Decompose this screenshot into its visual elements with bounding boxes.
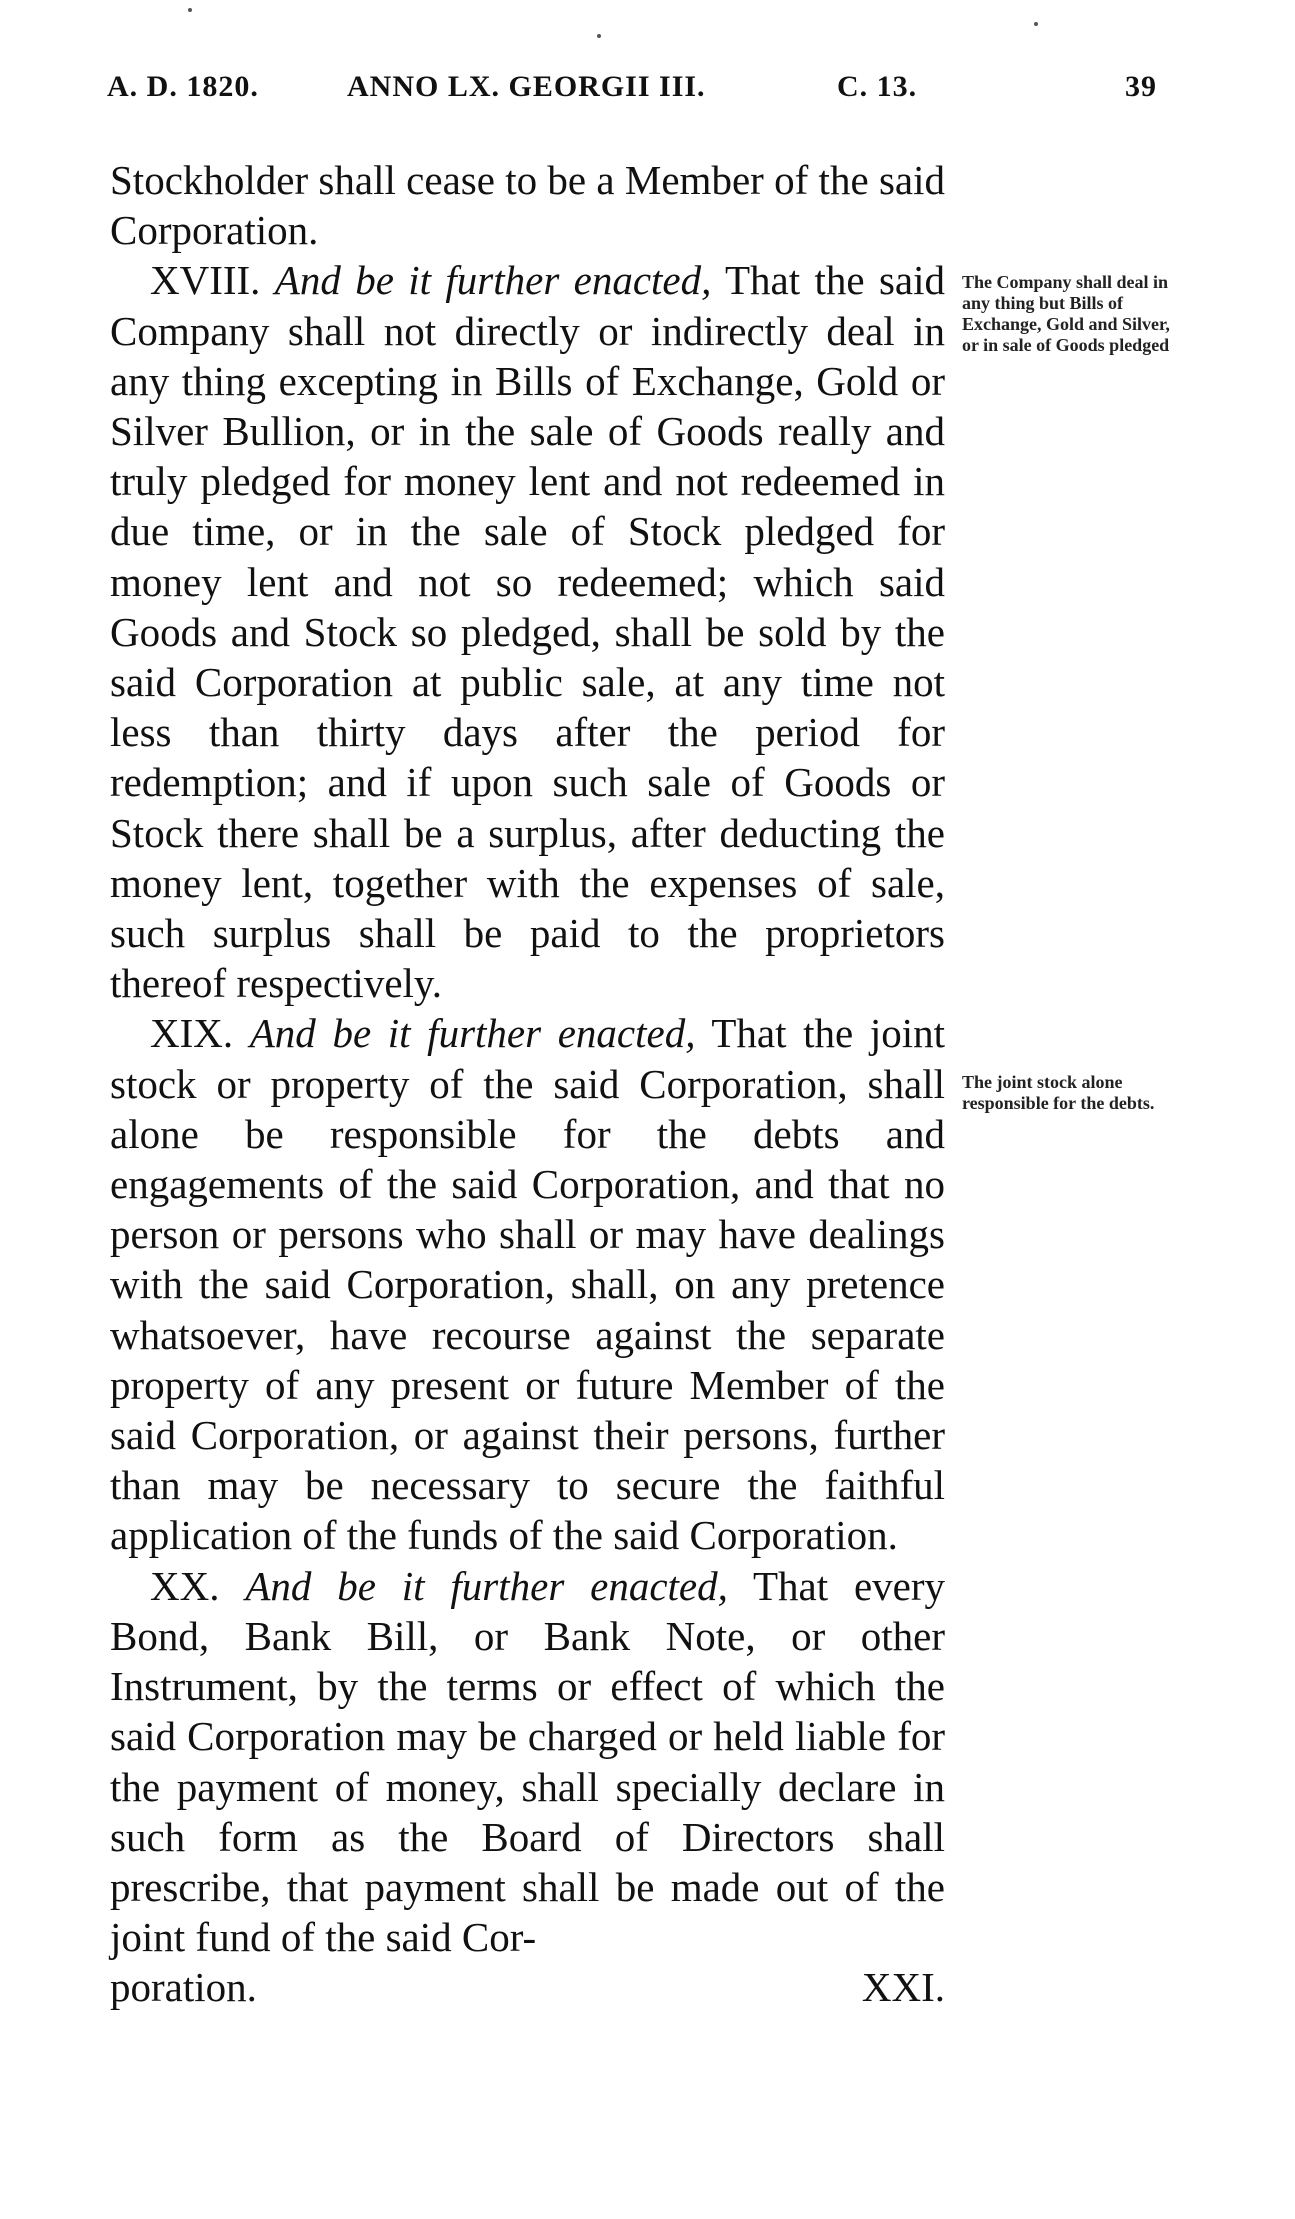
enacting-clause: And be it further enacted, <box>249 1010 696 1057</box>
margin-note: The Company shall deal in any thing but Bills of Exchange, Gold and Silver, or in sale of Goods pledged <box>962 272 1170 355</box>
margin-note: The joint stock alone responsible for the debts. <box>962 1072 1155 1113</box>
section-20 <box>110 1561 945 1963</box>
catchword: XXI. <box>861 1964 945 2011</box>
enacting-clause: And be it further enacted, <box>274 257 712 304</box>
section-number: XX. <box>150 1562 220 1609</box>
paragraph-continued: Stockholder shall cease to be a Member of the said Corporation. <box>110 157 945 254</box>
scan-speck <box>597 34 601 38</box>
scan-speck <box>188 8 192 12</box>
page-number: 39 <box>1125 70 1157 103</box>
section-text: That every Bond, Bank Bill, or Bank Note, or other Instrument, by the terms or effect of which the said Corporation may be charged or held liable for the payment of money, shall specially declare in such form as the Board of Directors shall prescribe, that payment shall be made out of the joint fund of the said Cor- <box>110 1562 946 1961</box>
section-18 <box>110 255 945 1008</box>
section-19 <box>110 1008 945 1560</box>
enacting-clause: And be it further enacted, <box>245 1562 728 1609</box>
header-chapter: C. 13. <box>837 70 918 103</box>
scan-speck <box>1034 22 1038 26</box>
running-header <box>107 70 1167 120</box>
section-text-end: poration. <box>110 1964 257 2011</box>
main-text <box>110 155 945 2013</box>
section-number: XVIII. <box>150 257 261 304</box>
final-line <box>110 1962 945 2012</box>
section-text: That the said Company shall not directly or indirectly deal in any thing excepting in Bills of Exchange, Gold or Silver Bullion, or in the sale of Goods really and truly pledged for money lent and not redeemed in due time, or in the sale of Stock pledged for money lent and not so redeemed; which said Goods and Stock so pledged, shall be sold by the said Corporation at public sale, at any time not less than thirty days after the period for redemption; and if upon such sale of Goods or Stock there shall be a surplus, after deducting the money lent, together with the expenses of sale, such surplus shall be paid to the proprietors thereof respectively. <box>110 257 945 1007</box>
section-number: XIX. <box>150 1010 234 1057</box>
header-title: ANNO LX. GEORGII III. <box>347 70 706 103</box>
section-text: That the joint stock or property of the said Corporation, shall alone be responsible for the debts and engagements of the said Corporation, and that no person or persons who shall or may have dealings with the said Corporation, shall, on any pretence whatsoever, have recourse against the separate property of any present or future Member of the said Corporation, or against their persons, further than may be necessary to secure the faithful application of the funds of the said Corporation. <box>110 1010 946 1559</box>
header-year: A. D. 1820. <box>107 70 259 103</box>
